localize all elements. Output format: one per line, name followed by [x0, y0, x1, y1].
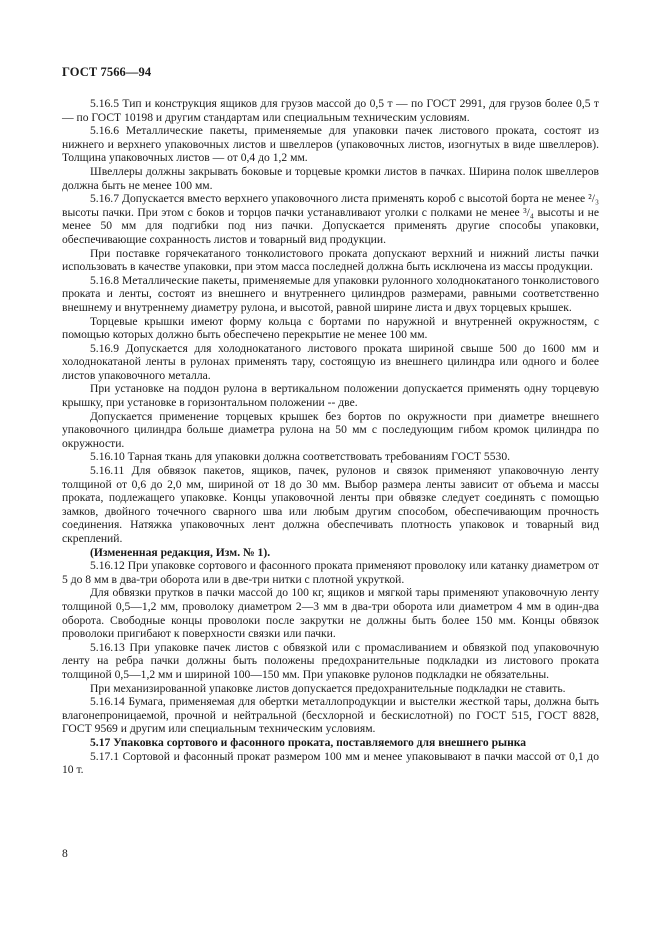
paragraph-caps-no-rim: Допускается применение торцевых крышек без бортов по окружности при диаметре внешнего упаковочного цилиндра больше диаметра рулона на 50 мм с последующим гибом кромок цилиндра по окружности. — [62, 409, 599, 450]
document-header: ГОСТ 7566—94 — [62, 65, 152, 79]
paragraph-5-16-6: 5.16.6 Металлические пакеты, применяемые для упаковки пачек листового проката, состоят из нижнего и верхнего упаковочных листов и швеллеров (упаковочных листов, изогнутых в виде швеллеров). Толщина упаковочных листов — от 0,4 до 1,2 мм. — [62, 124, 599, 165]
paragraph-5-17-1: 5.17.1 Сортовой и фасонный прокат размером 100 мм и менее упаковывают в пачки массой от 0,1 до 10 т. — [62, 749, 599, 777]
paragraph-end-caps: Торцевые крышки имеют форму кольца с бортами по наружной и внутренней окружностям, с помощью которых должно быть обеспечено перекрытие не менее 100 мм. — [62, 314, 599, 342]
page-number: 8 — [62, 847, 68, 860]
paragraph-mechanized: При механизированной упаковке листов допускается предохранительные подкладки не ставить. — [90, 681, 566, 695]
paragraph-pallet: При установке на поддон рулона в вертикальном положении допускается применять одну торцевую крышку, при установке в горизонтальном положении -- две. — [62, 382, 599, 410]
paragraph-5-16-8: 5.16.8 Металлические пакеты, применяемые для упаковки рулонного холоднокатаного тонколистового проката и ленты, состоят из внешнего и внутреннего цилиндров размерами, равными соответственно внешнему и внутреннему диаметру рулона, и высотой, равной ширине листа и двух торцевых крышек. — [62, 273, 599, 314]
paragraph-channels: Швеллеры должны закрывать боковые и торцевые кромки листов в пачках. Ширина полок швеллеров должна быть не менее 100 мм. — [62, 164, 599, 192]
paragraph-5-16-12: 5.16.12 При упаковке сортового и фасонного проката применяют проволоку или катанку диаметром от 5 до 8 мм в два-три оборота или в две-три нитки с плотной укруткой. — [62, 559, 599, 586]
paragraph-5-16-13: 5.16.13 При упаковке пачек листов с обвязкой или с промасливанием и обвязкой под упаковочную ленту на ребра пачки должны быть положены предохранительные подкладки из листового проката толщиной 0,5—1,2 мм и шириной 100—150 мм. При упаковке рулонов подкладки не обязательны. — [62, 640, 599, 681]
paragraph-5-16-7: 5.16.7 Допускается вместо верхнего упаковочного листа применять короб с высотой борта не менее ²/₃ высоты пачки. При этом с боков и торцов пачки устанавливают уголки с полками не менее ³/₄ высоты и не менее 50 мм для подгибки под низ пачки. Допускается применять другие способы упаковки, обеспечивающие сохранность листов и товарный вид продукции. — [62, 192, 599, 246]
paragraph-5-16-14: 5.16.14 Бумага, применяемая для обертки металлопродукции и выстелки жесткой тары, должна быть влагонепроницаемой, прочной и нейтральной (бесхлорной и бескислотной) по ГОСТ 515, ГОСТ 8828, ГОСТ 9569 и другим или специальным техническим условиям. — [62, 695, 599, 736]
paragraph-5-16-5: 5.16.5 Тип и конструкция ящиков для грузов массой до 0,5 т — по ГОСТ 2991, для грузов более 0,5 т — по ГОСТ 10198 и другим стандартам или специальным техническим условиям. — [62, 97, 599, 124]
document-body — [62, 97, 599, 777]
paragraph-5-16-9: 5.16.9 Допускается для холоднокатаного листового проката шириной свыше 500 до 1600 мм и холоднокатаной ленты в рулонах применять тару, состоящую из внешнего цилиндра или одного и более листов упаковочного металла. — [62, 341, 599, 382]
paragraph-5-16-10: 5.16.10 Тарная ткань для упаковки должна соответствовать требованиям ГОСТ 5530. — [90, 450, 511, 464]
paragraph-hot-rolled: При поставке горячекатаного тонколистового проката допускают верхний и нижний листы пачки использовать в качестве упаковки, при этом масса последней должна быть исключена из массы продукции. — [62, 246, 599, 274]
paragraph-5-16-11: 5.16.11 Для обвязок пакетов, ящиков, пачек, рулонов и связок применяют упаковочную ленту толщиной от 0,6 до 2,0 мм, шириной от 18 до 30 мм. Выбор размера ленты зависит от объема и массы проката, подлежащего упаковке. Концы упаковочной ленты при обвязке следует соединять с помощью замков, двойного точечного сварного шва или любым другим способом, обеспечивающим прочность соединения. Натяжка упаковочных лент должна обеспечивать плотность упаковок и товарный вид скреплений. — [62, 464, 599, 545]
section-heading-5-17: 5.17 Упаковка сортового и фасонного проката, поставляемого для внешнего рынка — [90, 735, 527, 749]
paragraph-bar-strapping: Для обвязки прутков в пачки массой до 100 кг, ящиков и мягкой тары применяют упаковочную ленту толщиной 0,5—1,2 мм, проволоку диаметром 2—3 мм в два-три оборота или диаметром 4 мм в один-два оборота. Свободные концы проволоки после закрутки не должны быть более 150 мм. Концы обвязок проволоки пригибают к поверхности связки или пачки. — [62, 586, 599, 641]
amendment-note: (Измененная редакция, Изм. № 1). — [90, 545, 271, 559]
